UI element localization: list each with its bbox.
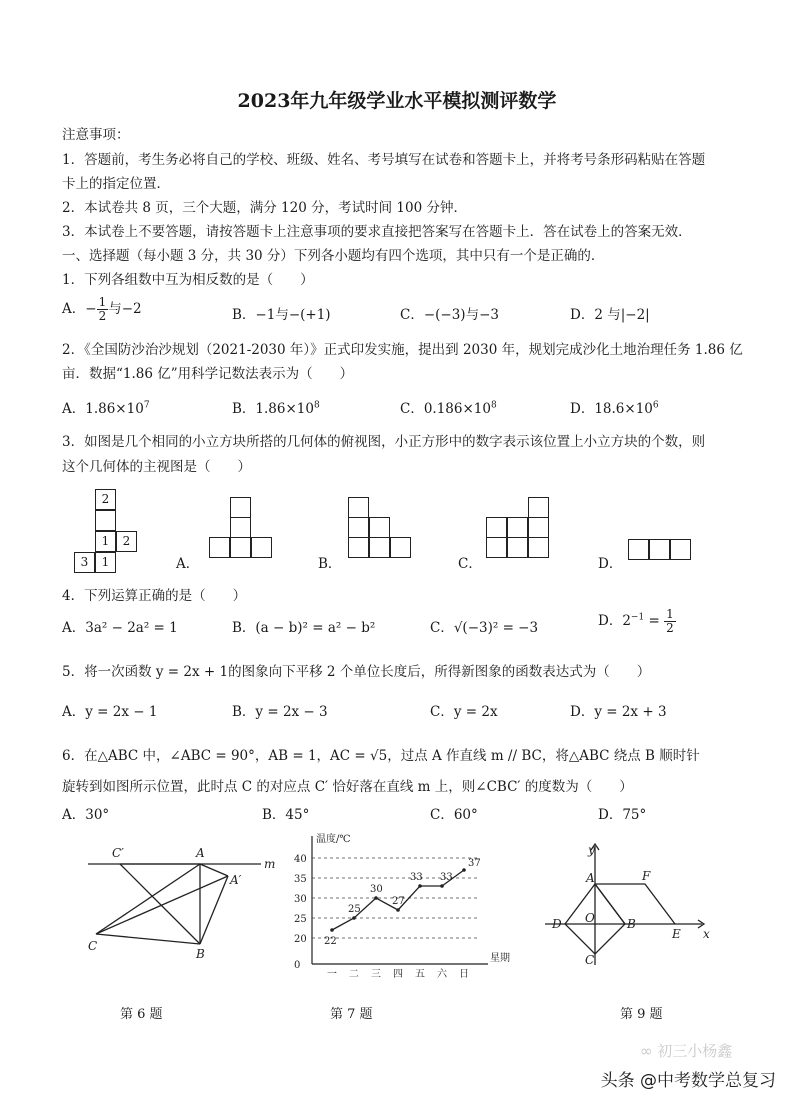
cube-cell: 1: [95, 552, 116, 573]
watermark-faint: ∞ 初三小杨鑫: [640, 1042, 733, 1060]
y-axis-label: 温度/℃: [316, 834, 351, 845]
figure-6: [78, 840, 278, 960]
fig9-caption: 第 9 题: [620, 1007, 663, 1022]
q6-option-a: A．30°: [62, 807, 110, 823]
q6-stem: 6．在△ABC 中，∠ABC = 90°，AB = 1，AC = √5，过点 A 作直线 m // BC，将△ABC 绕点 B 顺时针: [62, 748, 700, 764]
q5-option-c: C．y = 2x: [430, 704, 498, 720]
page-title: 2023年九年级学业水平模拟测评数学: [237, 90, 557, 112]
watermark: 头条 @中考数学总复习: [600, 1071, 776, 1091]
y-tick-label: 30: [294, 894, 307, 905]
fig7-caption: 第 7 题: [330, 1007, 373, 1022]
q1-a-rest: 与−2: [108, 301, 142, 317]
note-item: 3．本试卷上不要答题，请按答题卡上注意事项的要求直接把答案写在答题卡上．答在试卷上的答案无效．: [62, 224, 692, 240]
q4-option-b: B．(a − b)² = a² − b²: [232, 620, 376, 636]
q3-stem: 3．如图是几个相同的小立方块所搭的几何体的俯视图，小正方形中的数字表示该位置上小立方块的个数，则: [62, 434, 706, 450]
q2-stem: 2．《全国防沙治沙规划（2021-2030 年）》正式印发实施，提出到 2030 年，规划完成沙化土地治理任务 1.86 亿: [62, 342, 743, 358]
q1-option-a: A．− $\frac{1}{2}$ 与−2: [62, 295, 142, 323]
section-heading: 一、选择题（每小题 3 分，共 30 分）下列各小题均有四个选项，其中只有一个是正确的．: [62, 248, 605, 264]
q2-stem: 亩．数据“1.86 亿”用科学记数法表示为（ ）: [62, 366, 354, 382]
fig6-label: C′: [112, 846, 124, 860]
data-label: 27: [392, 896, 405, 907]
q3-stem: 这个几何体的主视图是（ ）: [62, 459, 251, 475]
cube-cell: 2: [95, 489, 116, 510]
data-label: 37: [468, 858, 481, 869]
fig6-label: m: [264, 857, 276, 871]
x-tick-label: 五: [415, 969, 425, 978]
data-label: 30: [370, 884, 383, 895]
fig6-label: B: [196, 947, 205, 960]
data-point: [374, 896, 378, 900]
q3-option-c-label: C．: [458, 556, 482, 572]
q1-option-c: C．−(−3)与−3: [400, 307, 499, 323]
q1-a-label: A．: [62, 301, 86, 317]
notes-heading: 注意事项：: [62, 127, 130, 143]
fig9-label: y: [588, 843, 595, 857]
fig6-caption: 第 6 题: [120, 1007, 163, 1022]
q2-option-c: C．$0.186\times 10^8$: [400, 400, 497, 417]
q3-option-d-label: D．: [598, 556, 623, 572]
cube-cell: [95, 510, 116, 531]
q2-option-d: D．$18.6\times 10^6$: [570, 400, 659, 417]
figure-9: [540, 840, 715, 970]
y-tick-label: 20: [294, 934, 307, 945]
fig9-label: x: [703, 927, 710, 941]
cube-cell: 3: [74, 552, 95, 573]
cube-cell: 2: [116, 531, 137, 552]
x-tick-label: 一: [327, 969, 337, 978]
q6-option-b: B．45°: [262, 807, 310, 823]
data-label: 25: [348, 904, 361, 915]
q4-option-a: A．3a² − 2a² = 1: [62, 620, 178, 636]
q1-a-fraction: $\frac{1}{2}$: [98, 295, 107, 323]
q4-stem: 4．下列运算正确的是（ ）: [62, 588, 247, 604]
data-label: 33: [440, 872, 453, 883]
x-tick-label: 四: [393, 969, 403, 978]
q4-option-c: C．√(−3)² = −3: [430, 620, 539, 636]
fig9-label: C: [585, 953, 595, 967]
q5-option-a: A．y = 2x − 1: [62, 704, 158, 720]
fig9-label: A: [586, 871, 595, 885]
fig9-label: D: [552, 917, 562, 931]
q5-option-d: D．y = 2x + 3: [570, 704, 667, 720]
q6-option-d: D．75°: [598, 807, 647, 823]
q2-option-b: B．$1.86\times 10^8$: [232, 400, 320, 417]
x-tick-label: 日: [459, 969, 469, 978]
fig6-label: C: [88, 939, 98, 953]
q1-option-b: B．−1与−(+1): [232, 307, 331, 323]
note-item: 1．答题前，考生务必将自己的学校、班级、姓名、考号填写在试卷和答题卡上，并将考号条形码粘贴在答题: [62, 152, 706, 168]
fig9-label: F: [642, 869, 651, 883]
data-point: [330, 928, 334, 932]
q4-option-d: D．$2^{-1}$ = $\frac{1}{2}$: [598, 607, 674, 635]
y-tick-label: 25: [294, 914, 307, 925]
q3-option-a-label: A．: [176, 556, 200, 572]
x-axis-label: 星期: [490, 953, 510, 964]
q3-option-b-label: B．: [318, 556, 342, 572]
q5-option-b: B．y = 2x − 3: [232, 704, 328, 720]
data-point: [418, 884, 422, 888]
y-tick-label: 35: [294, 874, 307, 885]
data-point: [440, 884, 444, 888]
y-tick-label: 40: [294, 854, 307, 865]
x-tick-label: 二: [349, 969, 359, 978]
note-item: 卡上的指定位置．: [62, 176, 170, 192]
fig9-label: B: [627, 917, 636, 931]
y-tick-label: 0: [294, 960, 301, 971]
figure-7-chart: [290, 828, 520, 978]
q6-stem: 旋转到如图所示位置，此时点 C 的对应点 C′ 恰好落在直线 m 上，则∠CBC′ 的度数为（ ）: [62, 779, 633, 795]
q5-stem: 5．将一次函数 y = 2x + 1的图象向下平移 2 个单位长度后，所得新图象的函数表达式为（ ）: [62, 664, 651, 680]
q1-stem: 1．下列各组数中互为相反数的是（ ）: [62, 272, 314, 288]
x-tick-label: 六: [437, 969, 447, 978]
data-label: 22: [324, 936, 337, 947]
data-label: 33: [410, 872, 423, 883]
fig9-label: E: [672, 927, 681, 941]
data-point: [396, 908, 400, 912]
q6-option-c: C．60°: [430, 807, 478, 823]
q1-option-d: D．2 与|−2|: [570, 307, 650, 323]
cube-cell: 1: [95, 531, 116, 552]
data-point: [352, 916, 356, 920]
x-tick-label: 三: [371, 969, 381, 978]
fig9-label: O: [585, 911, 595, 925]
fig6-label: A: [196, 846, 205, 860]
data-point: [462, 868, 466, 872]
q2-option-a: A．$1.86\times 10^7$: [62, 400, 150, 417]
note-item: 2．本试卷共 8 页，三个大题，满分 120 分，考试时间 100 分钟．: [62, 200, 467, 216]
fig6-label: A′: [230, 873, 242, 887]
